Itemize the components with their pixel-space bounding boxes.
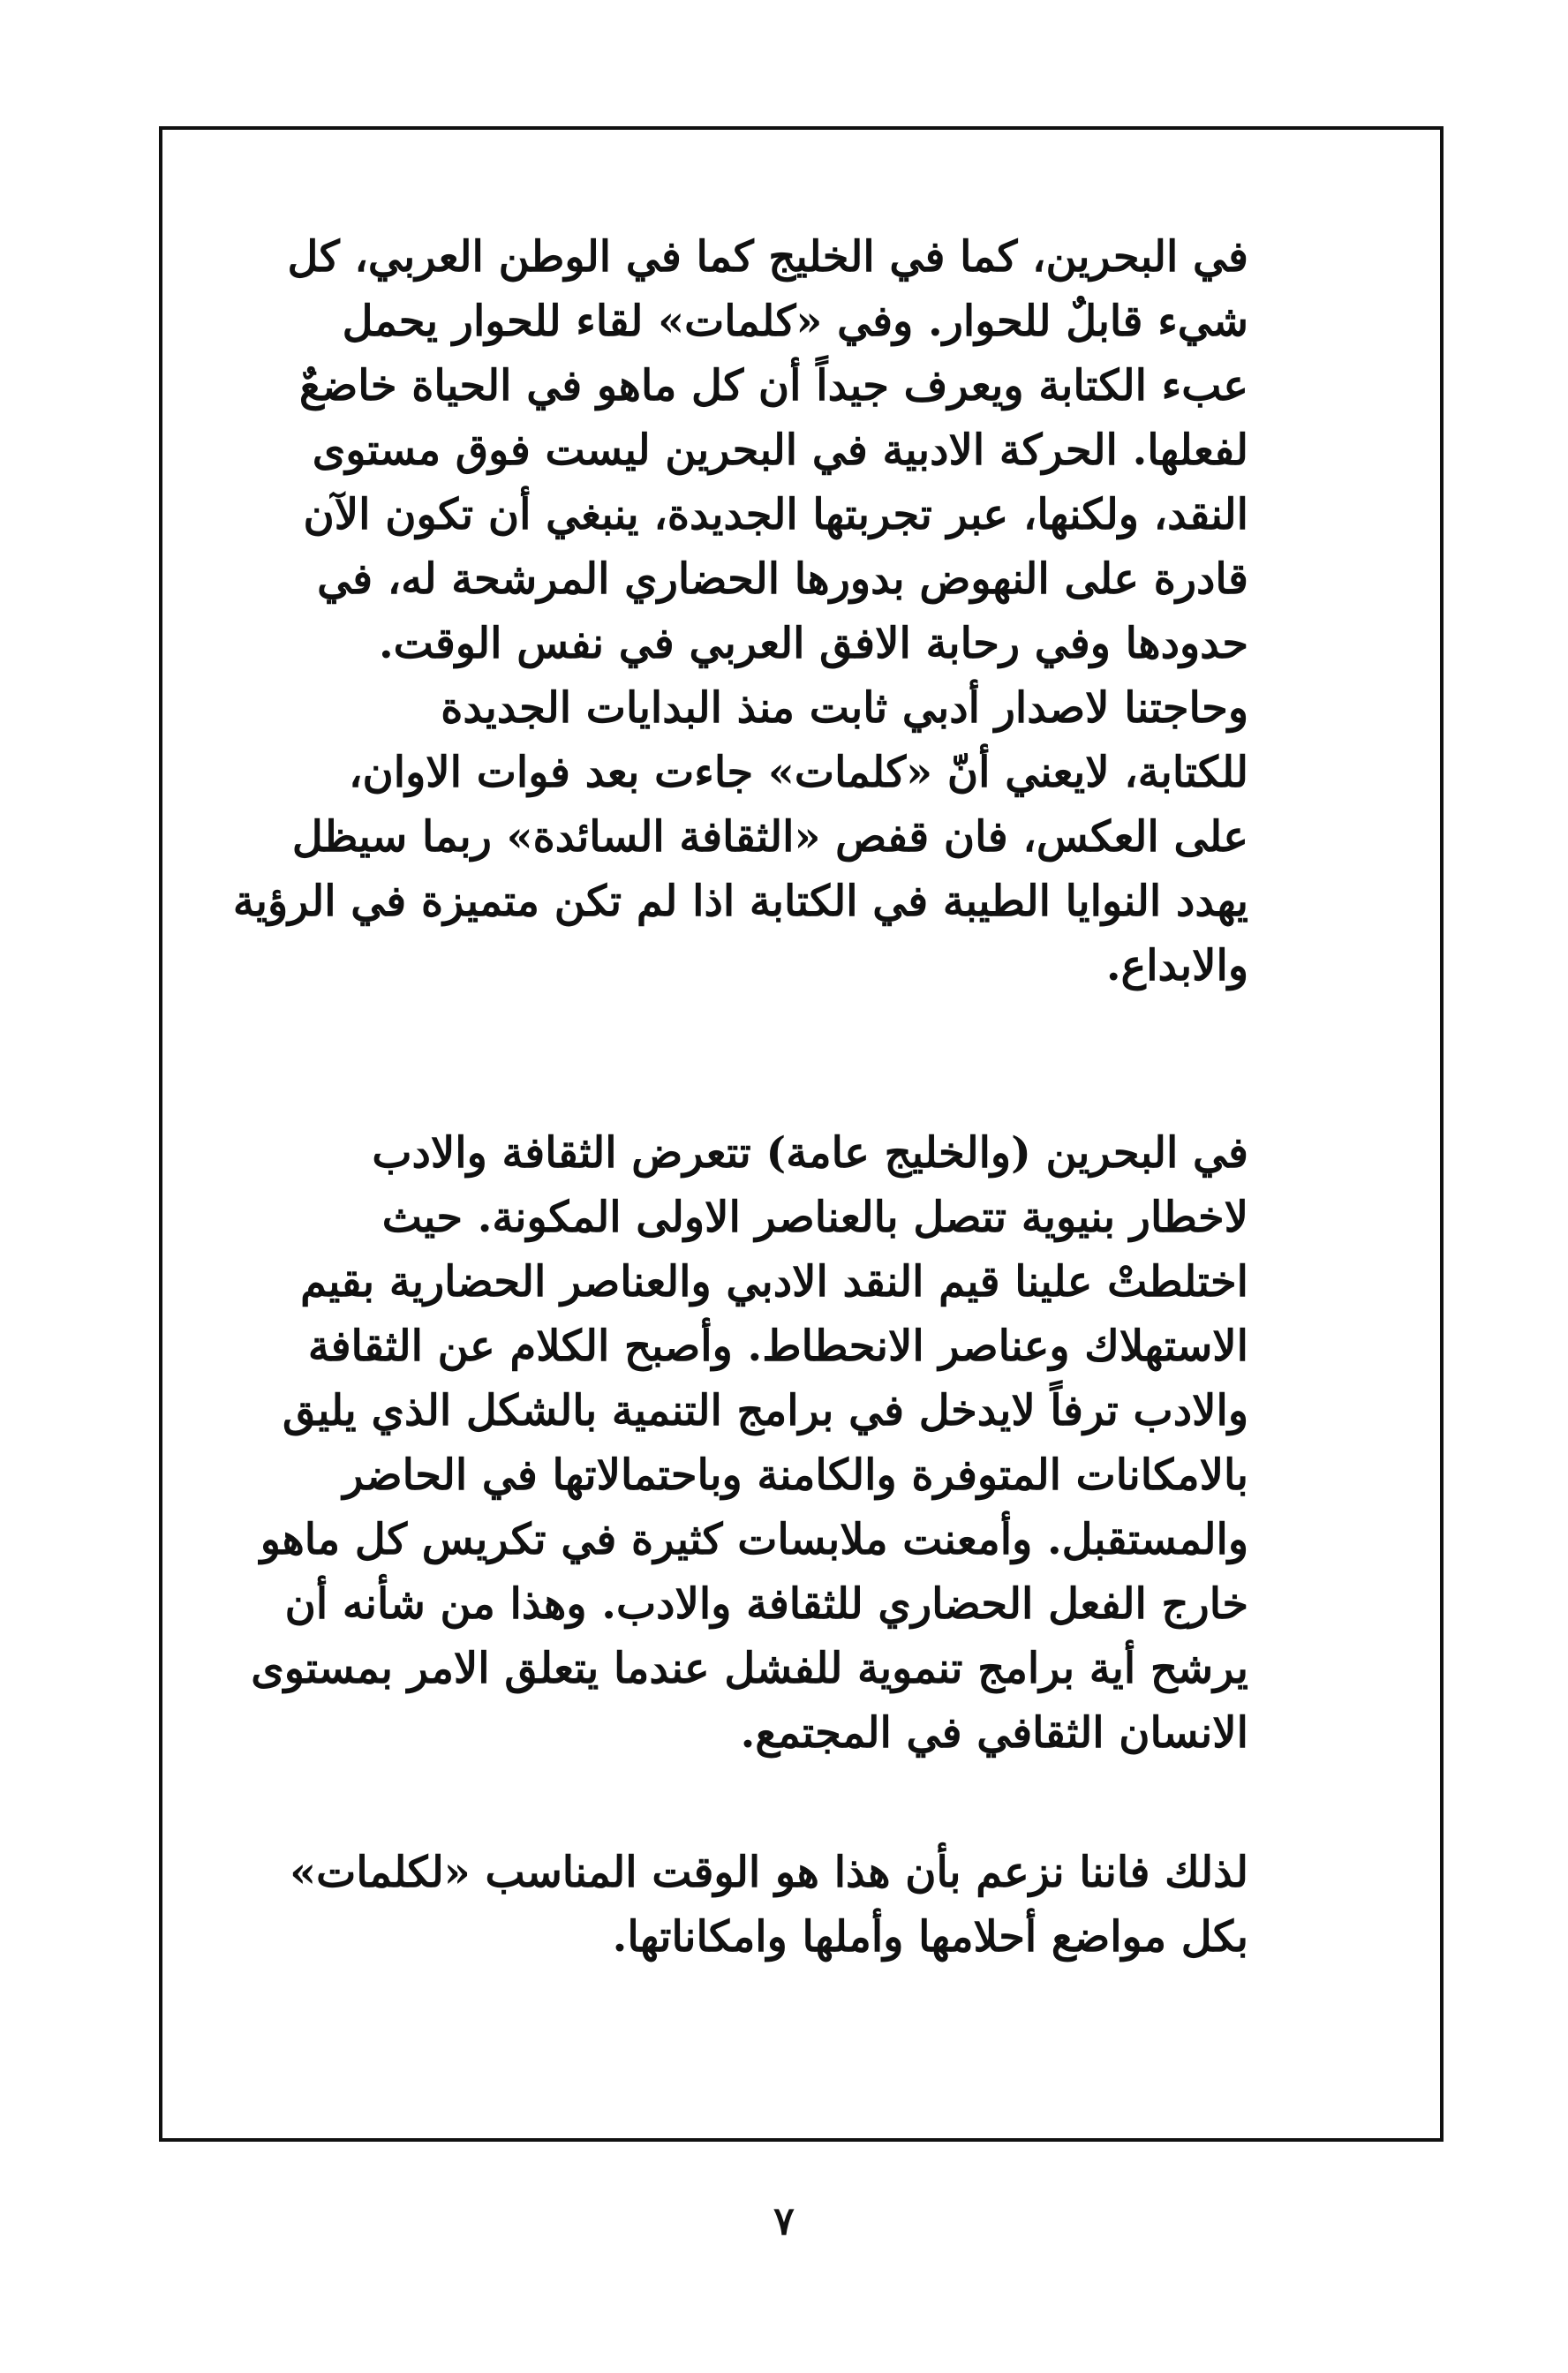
text-line: لاخطار بنيوية تتصل بالعناصر الاولى المكونة. حيث [381,1193,1248,1242]
text-line: بالامكانات المتوفرة والكامنة وباحتمالاتها في الحاضر [343,1450,1248,1500]
text-line: والابداع. [1105,941,1248,991]
text-line: والادب ترفاً لايدخل في برامج التنمية بالشكل الذي يليق [282,1386,1248,1435]
text-line: بكل مواضع أحلامها وأملها وامكاناتها. [612,1912,1248,1962]
text-line: حدودها وفي رحابة الافق العربي في نفس الوقت. [378,619,1248,668]
text-line: الاستهلاك وعناصر الانحطاط. وأصبح الكلام عن الثقافة [307,1322,1248,1371]
text-line: على العكس، فان قفص «الثقافة السائدة» ربما سيظل [291,812,1248,862]
text-line: اختلطتْ علينا قيم النقد الادبي والعناصر الحضارية بقيم [300,1257,1248,1307]
page-number: ٧ [773,2199,795,2244]
text-line: لذلك فاننا نزعم بأن هذا هو الوقت المناسب «لكلمات» [290,1848,1248,1897]
paragraph-1 [210,225,1248,998]
text-line: والمستقبل. وأمعنت ملابسات كثيرة في تكريس كل ماهو [260,1515,1248,1564]
text-line: وحاجتنا لاصدار أدبي ثابت منذ البدايات الجديدة [441,683,1248,733]
paragraph-3 [210,1841,1248,1970]
text-line: لفعلها. الحركة الادبية في البحرين ليست فوق مستوى [312,426,1248,475]
text-line: للكتابة، لايعني أنّ «كلمات» جاءت بعد فوات الاوان، [349,748,1248,797]
text-line: شيء قابلٌ للحوار. وفي «كلمات» لقاء للحوار يحمل [342,297,1248,346]
text-line: الانسان الثقافي في المجتمع. [740,1708,1248,1758]
text-line: خارج الفعل الحضاري للثقافة والادب. وهذا من شأنه أن [284,1579,1248,1629]
text-line: عبء الكتابة ويعرف جيداً أن كل ماهو في الحياة خاضعٌ [298,361,1248,411]
text-line: في البحرين (والخليج عامة) تتعرض الثقافة والادب [372,1128,1248,1178]
paragraph-2 [210,1121,1248,1766]
text-line: في البحرين، كما في الخليج كما في الوطن العربي، كل [287,232,1248,282]
text-line: قادرة على النهوض بدورها الحضاري المرشحة له، في [317,554,1248,604]
text-line: يهدد النوايا الطيبة في الكتابة اذا لم تكن متميزة في الرؤية [232,877,1248,926]
text-line: النقد، ولكنها، عبر تجربتها الجديدة، ينبغي أن تكون الآن [303,490,1248,539]
text-line: يرشح أية برامج تنموية للفشل عندما يتعلق الامر بمستوى [251,1644,1248,1693]
